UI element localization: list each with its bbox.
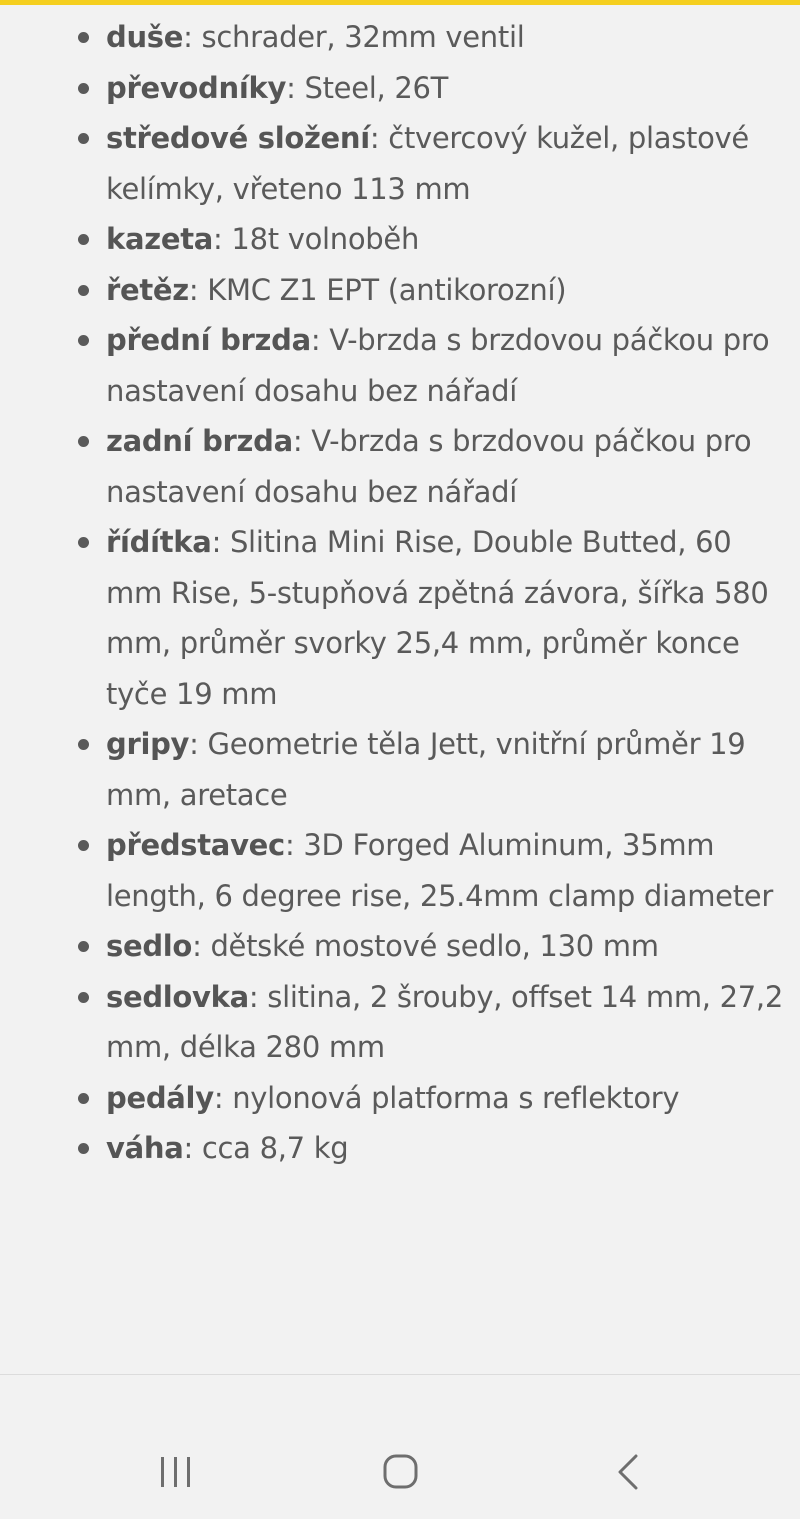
spec-key: představec <box>106 828 285 862</box>
spec-key: kazeta <box>106 222 214 256</box>
home-button[interactable] <box>370 1447 430 1497</box>
spec-value: : Slitina Mini Rise, Double Butted, 60 mm Rise, 5-stupňová zpětná závora, šířka 580 mm, průměr svorky 25,4 mm, průměr konce tyče 19 mm <box>106 525 769 711</box>
bullet-icon <box>78 234 89 245</box>
recent-apps-icon <box>146 1447 206 1497</box>
system-navigation-bar <box>0 1375 800 1519</box>
spec-key: přední brzda <box>106 323 311 357</box>
home-icon <box>370 1447 430 1497</box>
bullet-icon <box>78 992 89 1003</box>
spec-item-riditka <box>0 517 800 719</box>
spec-key: řídítka <box>106 525 212 559</box>
spec-key: gripy <box>106 727 190 761</box>
bullet-icon <box>78 32 89 43</box>
spec-item-gripy <box>0 719 800 820</box>
spec-item-vaha <box>0 1123 800 1174</box>
bullet-icon <box>78 840 89 851</box>
bullet-icon <box>78 941 89 952</box>
spec-key: převodníky <box>106 70 287 105</box>
bullet-icon <box>78 537 89 548</box>
spec-value: : dětské mostové sedlo, 130 mm <box>192 929 659 963</box>
spec-value: : 3D Forged Aluminum, 35mm length, 6 degree rise, 25.4mm clamp diameter <box>106 828 773 913</box>
spec-item-sedlovka <box>0 972 800 1073</box>
spec-value: : slitina, 2 šrouby, offset 14 mm, 27,2 mm, délka 280 mm <box>106 979 783 1064</box>
bullet-icon <box>78 739 89 750</box>
bullet-icon <box>78 1143 89 1154</box>
spec-key: sedlo <box>106 929 193 963</box>
spec-item-stredove-slozeni <box>0 113 800 214</box>
spec-item-duse <box>0 12 800 63</box>
top-accent-bar <box>0 0 800 5</box>
spec-item-prevodniky <box>0 63 800 114</box>
spec-item-pedaly <box>0 1073 800 1124</box>
bullet-icon <box>78 83 89 94</box>
spec-value: : V-brzda s brzdovou páčkou pro nastavení dosahu bez nářadí <box>106 323 770 408</box>
back-icon <box>598 1447 658 1497</box>
spec-value: : schrader, 32mm ventil <box>183 20 525 54</box>
spec-key: váha <box>106 1131 184 1165</box>
spec-key: sedlovka <box>106 979 249 1014</box>
spec-item-predni-brzda <box>0 315 800 416</box>
bullet-icon <box>78 285 89 296</box>
spec-key: středové složení <box>106 121 370 155</box>
spec-key: řetěz <box>106 272 189 307</box>
spec-item-predstavec <box>0 820 800 921</box>
bullet-icon <box>78 436 89 447</box>
bullet-icon <box>78 133 89 144</box>
spec-value: : nylonová platforma s reflektory <box>213 1080 680 1115</box>
spec-key: zadní brzda <box>106 424 293 458</box>
spec-key: pedály <box>106 1080 214 1115</box>
recent-apps-button[interactable] <box>146 1447 206 1497</box>
bullet-icon <box>78 1093 89 1104</box>
spec-value: : KMC Z1 EPT (antikorozní) <box>188 272 567 307</box>
spec-value: : cca 8,7 kg <box>183 1131 349 1165</box>
spec-value: : čtvercový kužel, plastové kelímky, vřeteno 113 mm <box>106 121 749 206</box>
bullet-icon <box>78 335 89 346</box>
back-button[interactable] <box>598 1447 658 1497</box>
spec-key: duše <box>106 20 184 54</box>
spec-item-kazeta <box>0 214 800 265</box>
spec-value: : Geometrie těla Jett, vnitřní průměr 19 mm, aretace <box>106 727 746 812</box>
spec-item-zadni-brzda <box>0 416 800 517</box>
spec-item-sedlo <box>0 921 800 972</box>
spec-value: : 18t volnoběh <box>213 222 420 256</box>
spec-value: : V-brzda s brzdovou páčkou pro nastavení dosahu bez nářadí <box>106 424 752 509</box>
spec-item-retez <box>0 265 800 316</box>
spec-list <box>0 12 800 1174</box>
spec-value: : Steel, 26T <box>286 70 449 105</box>
